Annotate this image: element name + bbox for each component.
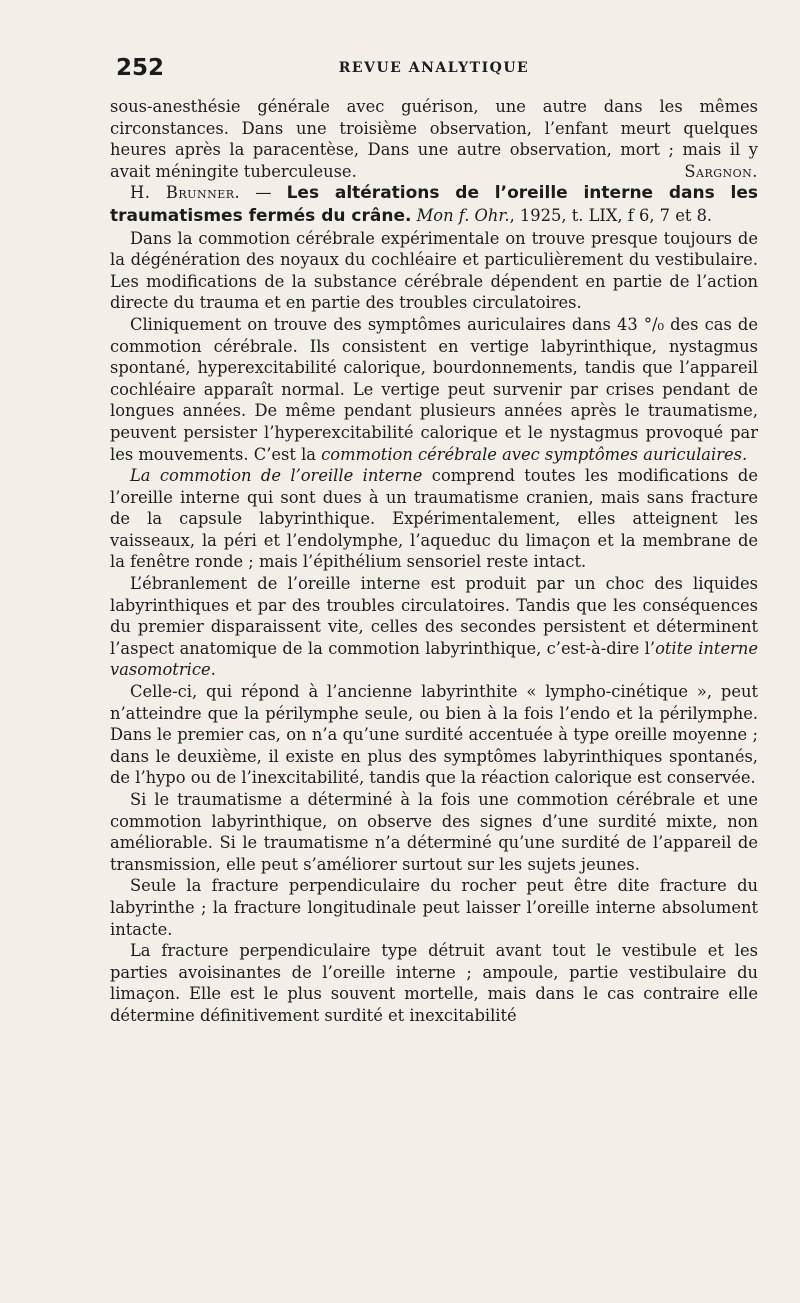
reviewer-signature: Sargnon. [684, 161, 758, 181]
paragraph-7 [110, 875, 758, 940]
paragraph-text: La fracture perpendiculaire type détruit avant tout le vestibule et les parties avoisinantes de l’oreille interne ; ampoule, partie vestibulaire du limaçon. Elle est le plus souvent mortelle, mais dans le cas contraire elle détermine définitivement surdité et inexcitabilité [110, 941, 758, 1025]
paragraph-emphasis: commotion cérébrale avec symptômes auriculaires. [321, 444, 748, 464]
paragraph-text: Seule la fracture perpendiculaire du rocher peut être dite fracture du labyrinthe ; la fracture longitudinale peut laisser l’oreille interne absolument intacte. [110, 876, 758, 939]
paragraph-6 [110, 789, 758, 875]
paragraph-3 [110, 465, 758, 573]
entry-citation: , 1925, t. LIX, f 6, 7 et 8. [509, 205, 713, 225]
paragraph-text: Si le traumatisme a déterminé à la fois une commotion cérébrale et une commotion labyrinthique, on observe des signes d’une surdité mixte, non améliorable. Si le traumatisme n’a déterminé qu’une surdité de l’appareil de transmission, elle peut s’améliorer surtout sur les sujets jeunes. [110, 790, 758, 874]
paragraph-4 [110, 573, 758, 681]
article-body [110, 96, 758, 1027]
running-head: REVUE ANALYTIQUE [338, 60, 530, 76]
paragraph-text: L’ébranlement de l’oreille interne est produit par un choc des liquides labyrinthiques et par des troubles circulatoires. Tandis que les conséquences du premier disparaissent vite, celles des secondes persistent et déterminent l’aspect anatomique de la commotion labyrinthique, c’est-à-dire l’ [110, 574, 758, 658]
entry-journal: Mon f. Ohr. [416, 205, 510, 225]
paragraph-tail: . [210, 660, 216, 680]
paragraph-1 [110, 228, 758, 314]
paragraph-text: Cliniquement on trouve des symptômes auriculaires dans 43 °/₀ des cas de commotion cérébrale. Ils consistent en vertige labyrinthique, nystagmus spontané, hyperexcitabilité calorique, bourdonnements, tandis que l’appareil cochléaire apparaît normal. Le vertige peut survenir par crises pendant de longues années. De même pendant plusieurs années après le traumatisme, peuvent persister l’hyperexcitabilité calorique et le nystagmus provoqué par les mouvements. C’est la [110, 314, 758, 464]
paragraph-text: Dans la commotion cérébrale expérimentale on trouve presque toujours de la dégénération des noyaux du cochléaire et particulièrement du vestibulaire. Les modifications de la substance cérébrale dépendent en partie de l’action directe du trauma et en partie des troubles circulatoires. [110, 228, 758, 313]
entry-title: Les altérations de l’oreille interne dans les traumatismes fermés du crâne. [110, 183, 759, 226]
entry-heading [110, 182, 758, 227]
paragraph-2 [110, 314, 758, 465]
entry-dash: — [240, 183, 287, 203]
paragraph-8 [110, 940, 758, 1026]
paragraph-emphasis: La commotion de l’oreille interne [130, 466, 423, 486]
intro-paragraph [110, 96, 758, 182]
page-header [116, 55, 752, 85]
paragraph-text: Celle-ci, qui répond à l’ancienne labyrinthite « lympho-cinétique », peut n’atteindre que la périlymphe seule, ou bien à la fois l’endo et la périlymphe. Dans le premier cas, on n’a qu’une surdité accentuée à type oreille moyenne ; dans le deuxième, il existe en plus des symptômes labyrinthiques spontanés, de l’hypo ou de l’inexcitabilité, tandis que la réaction calorique est conservée. [110, 682, 758, 788]
paragraph-text: comprend toutes les modifications de l’oreille interne qui sont dues à un traumatisme cranien, mais sans fracture de la capsule labyrinthique. Expérimentalement, elles atteignent les vaisseaux, la péri et l’endolymphe, l’aqueduc du limaçon et la membrane de la fenêtre ronde ; mais l’épithélium sensoriel reste intact. [110, 466, 758, 572]
intro-text: sous-anesthésie générale avec guérison, une autre dans les mêmes circonstances. Dans une troisième observation, l’enfant meurt quelques heures après la paracentèse, Dans une autre observation, mort ; mais il y avait méningite tuberculeuse. [110, 97, 758, 181]
paragraph-emphasis: otite interne vasomotrice [110, 638, 758, 680]
page-number: 252 [116, 55, 165, 81]
entry-author: H. Brunner. [130, 183, 241, 203]
paragraph-5 [110, 681, 758, 789]
